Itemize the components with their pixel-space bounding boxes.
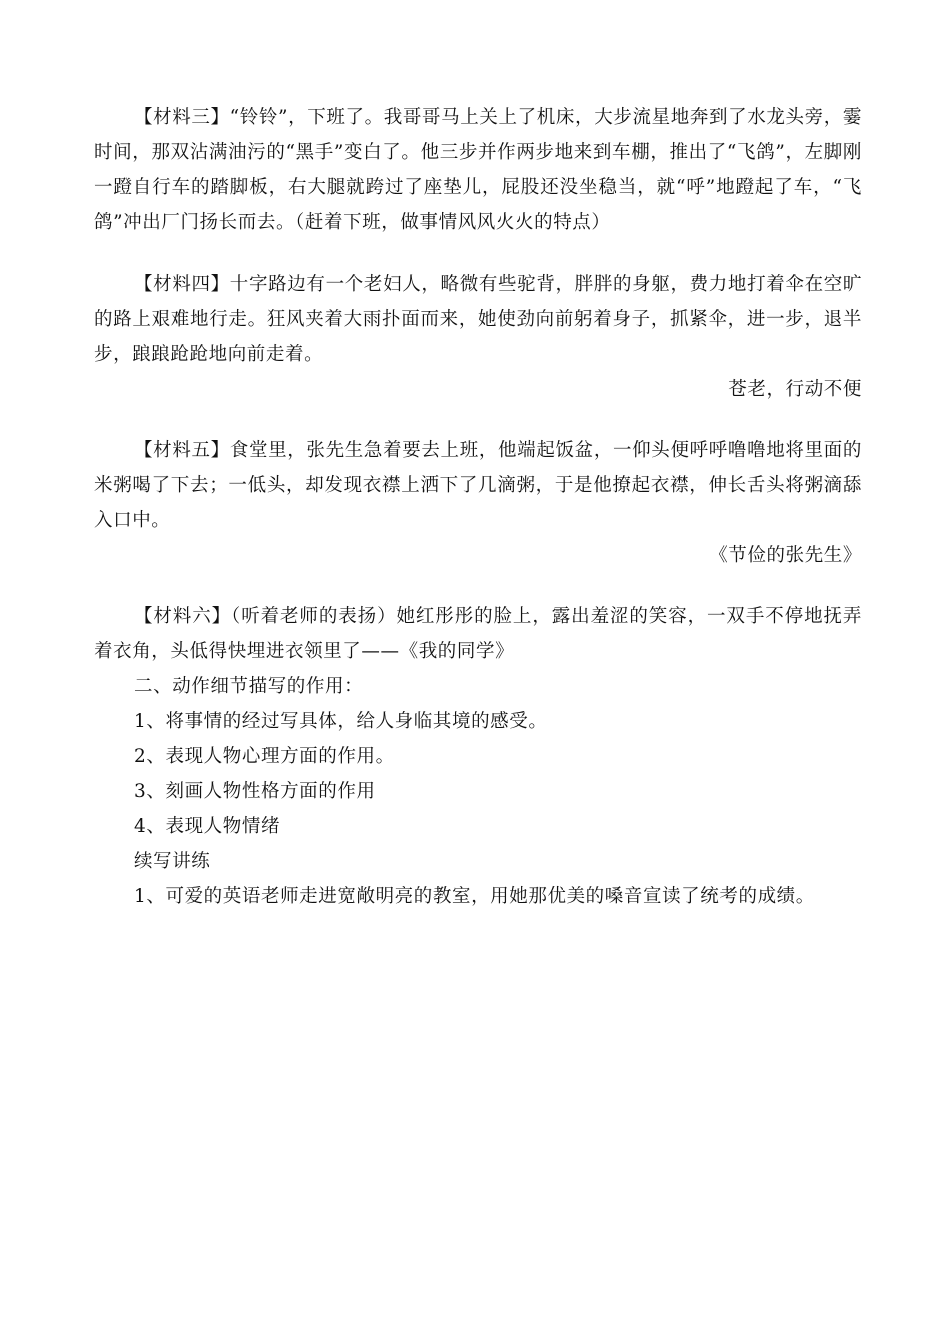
material-six-paragraph: 【材料六】（听着老师的表扬）她红彤彤的脸上，露出羞涩的笑容，一双手不停地抚弄着衣角，头低得快埋进衣领里了——《我的同学》 <box>94 606 862 662</box>
material-four-paragraph: 【材料四】十字路边有一个老妇人，略微有些驼背，胖胖的身躯，费力地打着伞在空旷的路上艰难地行走。狂风夹着大雨扑面而来，她使劲向前躬着身子，抓紧伞，进一步，退半步，踉踉跄跄地向前走着。 <box>94 274 862 365</box>
material-four-note: 苍老，行动不便 <box>728 379 862 400</box>
material-three-paragraph: 【材料三】“铃铃”，下班了。我哥哥马上关上了机床，大步流星地奔到了水龙头旁，霎时间，那双沾满油污的“黑手”变白了。他三步并作两步地来到车棚，推出了“飞鸽”，左脚刚一蹬自行车的踏脚板，右大腿就跨过了座垫儿，屁股还没坐稳当，就“呼”地蹬起了车，“飞鸽”冲出厂门扬长而去。（赶着下班，做事情风风火火的特点） <box>94 107 862 233</box>
section-two-heading: 二、动作细节描写的作用： <box>134 676 364 697</box>
list-item: 2、表现人物心理方面的作用。 <box>134 746 395 767</box>
document-page <box>94 100 862 914</box>
list-item: 1、将事情的经过写具体，给人身临其境的感受。 <box>134 711 548 732</box>
list-item: 4、表现人物情绪 <box>134 816 281 837</box>
material-five-note: 《节俭的张先生》 <box>709 545 862 566</box>
list-item: 3、刻画人物性格方面的作用 <box>134 781 376 802</box>
practice-heading: 续写讲练 <box>134 851 211 872</box>
material-five-paragraph: 【材料五】食堂里，张先生急着要去上班，他端起饭盆，一仰头便呼呼噜噜地将里面的米粥喝了下去；一低头，却发现衣襟上洒下了几滴粥，于是他撩起衣襟，伸长舌头将粥滴舔入口中。 <box>94 440 862 531</box>
practice-item-one: 1、可爱的英语老师走进宽敞明亮的教室，用她那优美的嗓音宣读了统考的成绩。 <box>134 886 815 907</box>
